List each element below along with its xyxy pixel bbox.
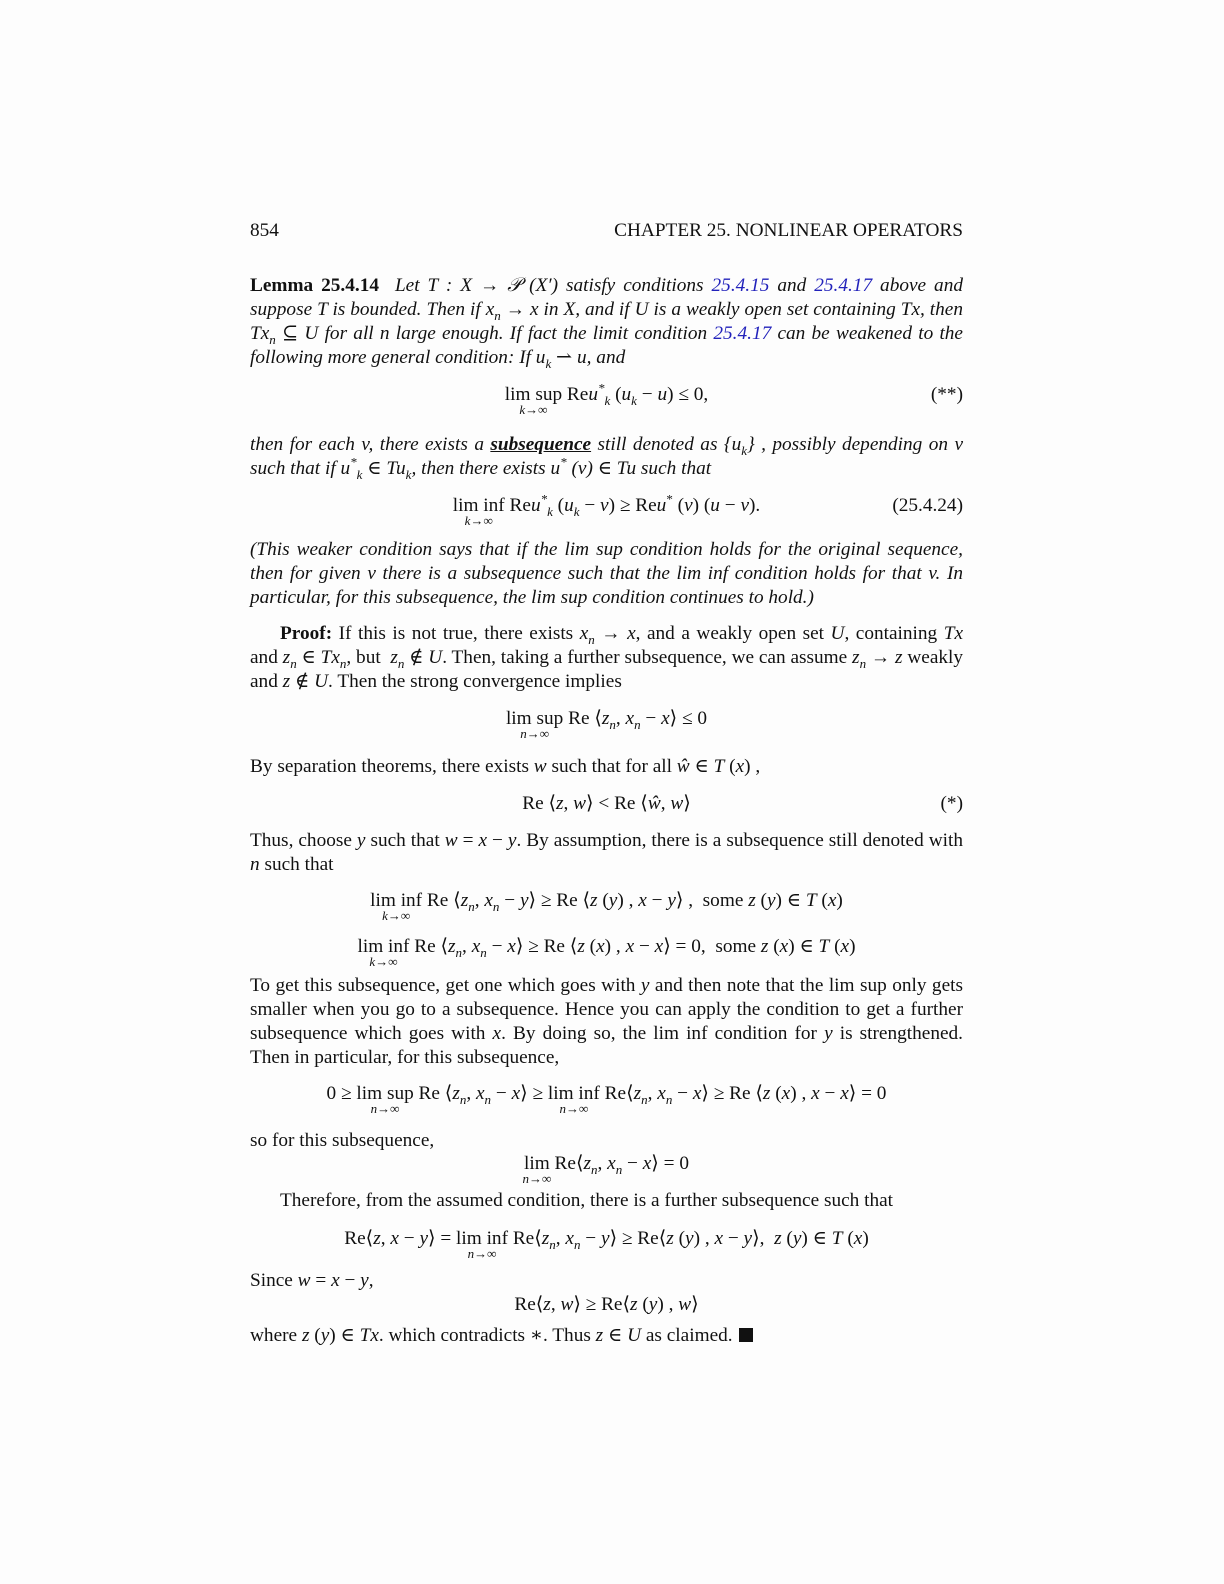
qed-square-icon: [739, 1328, 753, 1342]
highlighted-word: subsequence: [490, 434, 592, 455]
equation-liminf-x: lim inf k→∞ Re $⟨z_n$, $x_n$ − x⟩ ≥ Re ⟨z (x) , x − x⟩ = 0, some z (x) ∈ T (x): [357, 936, 856, 969]
proof-so-text: so for this subsequence,: [250, 1130, 435, 1151]
ref-link-25-4-15[interactable]: 25.4.15: [711, 275, 770, 296]
proof-conclusion: where z (y) ∈ Tx. which contradicts ∗. Thus z ∈ U as claimed.: [250, 1324, 963, 1348]
proof-label: Proof:: [280, 623, 333, 644]
proof-separation-text: By separation theorems, there exists w such that for all ŵ ∈ T (x) ,: [250, 756, 761, 777]
equation-chain: 0 ≥ lim sup n→∞ Re $⟨z_n$, $x_n$ − x⟩ ≥ lim inf n→∞ $Re⟨z_n$, $x_n$ − x⟩ ≥ Re ⟨z (x) , x − x⟩ = 0: [326, 1083, 887, 1116]
equation-limsup-zn: lim sup n→∞ Re $⟨z_n$, $x_n$ − x⟩ ≤ 0: [505, 708, 708, 741]
equation-final: Re⟨z, w⟩ ≥ Re⟨z (y) , w⟩: [514, 1294, 699, 1315]
equation-star: Re ⟨z, w⟩ < Re ⟨ŵ, w⟩ (*): [522, 793, 963, 814]
lemma-statement: Lemma 25.4.14 Let T : X → 𝒫 (X′) satisfy conditions 25.4.15 and 25.4.17 above and suppose T is bounded. Then if $x_n \to x$ in X, and if U is a weakly open set containing Tx, then $Tx_n$ ⊆ U for all n large enough. If fact the limit condition 25.4.17 can be weakened to the following more general condition: If $u_k$ ⇀ u, and: [250, 275, 963, 371]
equation-tag: (**): [930, 384, 963, 405]
equation-limsup-condition: lim sup k→∞ Reu*$_k$ $(u_k - u) \le 0$, (**): [504, 380, 963, 417]
equation-lim-zero: lim n→∞ $Re⟨z_n$, $x_n$ − x⟩ = 0: [522, 1153, 689, 1186]
equation-re-z: Re⟨z, x − y⟩ = lim inf n→∞ $Re⟨z_n$, $x_n$ − y⟩ ≥ Re⟨z (y) , x − y⟩, z (y) ∈ T (x): [344, 1228, 869, 1261]
proof-paragraph-2: Thus, choose y such that w = x − y. By assumption, there is a subsequence still denoted with n such that: [250, 830, 963, 875]
ref-link-25-4-17b[interactable]: 25.4.17: [713, 323, 772, 344]
lemma-label: Lemma 25.4.14: [250, 275, 379, 296]
proof-paragraph-1: Proof: If this is not true, there exists $x_n \to x$, and a weakly open set U, containing Tx and $z_n$ ∈ $Tx_n$, but $z_n$ ∉ U. Then, taking a further subsequence, we can assume $z_n \to z$ weakly and z ∉ U. Then the strong convergence implies: [250, 623, 964, 692]
chapter-title: CHAPTER 25. NONLINEAR OPERATORS: [614, 220, 963, 241]
lemma-continuation: then for each v, there exists a subsequence still denoted as $\{u_k\}$ , possibly depending on v such that if $u^*_k$ ∈ $Tu_k$, then there exists u* (v) ∈ Tu such that: [250, 434, 963, 482]
equation-tag: (25.4.24): [892, 495, 963, 516]
lemma-remark: (This weaker condition says that if the lim sup condition holds for the original sequence, then for given v there is a subsequence such that the lim inf condition holds for that v. In particular, for this subsequence, the lim sup condition continues to hold.): [250, 539, 963, 608]
equation-25-4-24: lim inf k→∞ Reu*$_k$ $(u_k - v) \ge Reu^*$ (v) (u − v). (25.4.24): [452, 491, 963, 528]
ref-link-25-4-17[interactable]: 25.4.17: [814, 275, 873, 296]
page-number: 854: [250, 220, 279, 241]
proof-since-text: Since w = x − y,: [250, 1270, 374, 1291]
equation-tag: (*): [940, 793, 963, 814]
running-header: [250, 219, 963, 243]
proof-paragraph-3: To get this subsequence, get one which goes with y and then note that the lim sup only gets smaller when you go to a subsequence. Hence you can apply the condition to get a further subsequence which goes with x. By doing so, the lim inf condition for y is strengthened. Then in particular, for this subsequence,: [250, 975, 963, 1068]
equation-liminf-y: lim inf k→∞ Re $⟨z_n$, $x_n$ − y⟩ ≥ Re ⟨z (y) , x − y⟩ , some z (y) ∈ T (x): [370, 890, 843, 923]
proof-therefore-text: Therefore, from the assumed condition, there is a further subsequence such that: [280, 1190, 894, 1211]
